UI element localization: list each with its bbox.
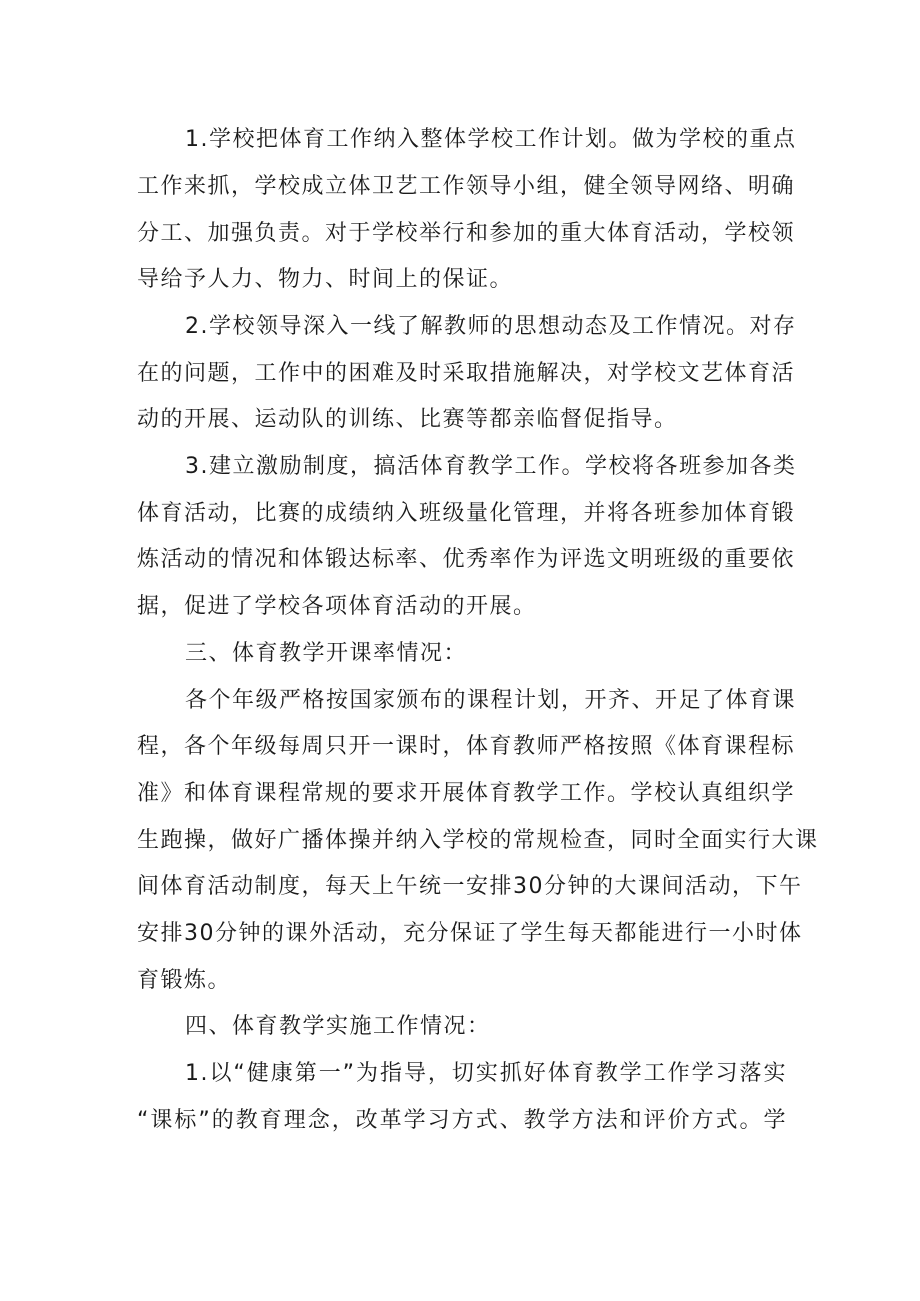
text-line: 导给予人力、物力、时间上的保证。 [137, 267, 514, 292]
text-line: 3.建立激励制度，搞活体育教学工作。学校将各班参加各类 [185, 454, 797, 479]
text-line: 炼活动的情况和体锻达标率、优秀率作为评选文明班级的重要依 [137, 547, 796, 572]
text-line: “课标”的教育理念，改革学习方式、教学方法和评价方式。学 [137, 1108, 788, 1133]
text-line: 间体育活动制度，每天上午统一安排30分钟的大课间活动，下午 [137, 874, 803, 899]
section-heading: 三、体育教学开课率情况： [185, 641, 468, 666]
section-heading: 四、体育教学实施工作情况： [185, 1014, 491, 1039]
text-line: 准》和体育课程常规的要求开展体育教学工作。学校认真组织学 [137, 781, 796, 806]
text-line: 工作来抓，学校成立体卫艺工作领导小组，健全领导网络、明确 [137, 174, 796, 199]
text-line: 动的开展、运动队的训练、比赛等都亲临督促指导。 [137, 407, 678, 432]
text-line: 据，促进了学校各项体育活动的开展。 [137, 594, 537, 619]
text-line: 育锻炼。 [137, 968, 232, 993]
text-line: 1.学校把体育工作纳入整体学校工作计划。做为学校的重点 [185, 127, 797, 152]
text-line: 分工、加强负责。对于学校举行和参加的重大体育活动，学校领 [137, 221, 796, 246]
text-line: 程，各个年级每周只开一课时，体育教师严格按照《体育课程标 [137, 734, 796, 759]
text-line: 安排30分钟的课外活动，充分保证了学生每天都能进行一小时体 [137, 921, 803, 946]
text-line: 1.以“健康第一”为指导，切实抓好体育教学工作学习落实 [185, 1061, 787, 1086]
text-line: 2.学校领导深入一线了解教师的思想动态及工作情况。对存 [185, 314, 797, 339]
text-line: 各个年级严格按国家颁布的课程计划，开齐、开足了体育课 [185, 688, 797, 713]
text-line: 在的问题，工作中的困难及时采取措施解决，对学校文艺体育活 [137, 361, 796, 386]
text-line: 体育活动，比赛的成绩纳入班级量化管理，并将各班参加体育锻 [137, 501, 796, 526]
text-line: 生跑操，做好广播体操并纳入学校的常规检查，同时全面实行大课 [137, 828, 819, 853]
